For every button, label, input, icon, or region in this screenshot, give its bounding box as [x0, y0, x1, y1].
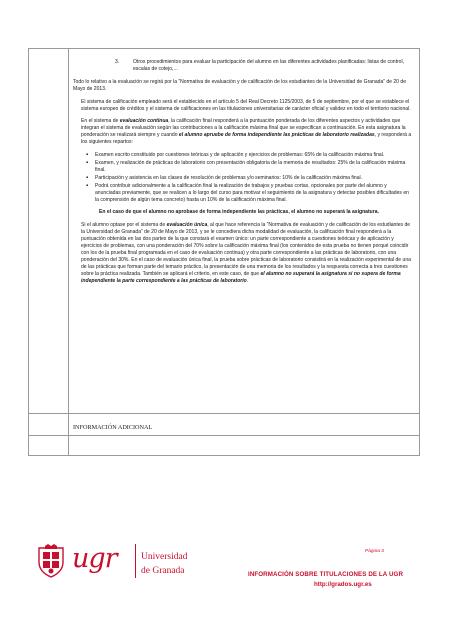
- page-footer: [28, 519, 420, 601]
- info-title: INFORMACIÓN SOBRE TITULACIONES DE LA UGR: [248, 571, 404, 578]
- table-left-column-divider: [68, 49, 69, 455]
- regulation-paragraph: Todo lo relativo a la evaluación se regirá por la “Normativa de evaluación y de calificación de los estudiantes de la Universidad de Granada” de 20 de Mayo de 2013.: [73, 78, 407, 92]
- list-item: ▪ Podrá contribuir adicionalmente a la calificación final la realización de trabajos y pruebas cortas, opcionales por parte del alumno y anunciadas previamente, que se realicen a lo largo del curso para motivar el seguimiento de la asignatura y detectar posibles dificultades en la comprensión de algún tema concreto) hasta un 10% de la calificación máxima final.: [95, 183, 413, 204]
- single-evaluation-paragraph: Si el alumno optase por el sistema de evaluación única, al que hace referencia la “Normativa de evaluación y de calificación de los estudiantes de la Universidad de Granada” de 20 de Mayo de 2013, y se le concediera dicha modalidad de evaluación, la calificación final responderá a la puntuación obtenida en las dos partes de la que constará el examen único: un parte correspondiente a cuestiones teóricas y de aplicación y ejercicios de problemas, con una ponderación del 70% sobre la calificación máxima final (los contenidos de esta prueba no tienen porqué coincidir con los de la prueba final programada en el caso de evaluación continua) y otra parte correspondiente a las prácticas de laboratorio, con una ponderación del 30%. En el caso de evaluación única final, la prueba sobre prácticas de laboratorio consistirá en la realización experimental de una de las prácticas que forman parte del temario práctico, la presentación de una memoria de los resultados y la respuesta correcta a tres cuestiones sobre la práctica realizada. También se aplicará el criterio, en este caso, de que el alumno no superará la asignatura si no supera de forma independiente la parte correspondiente a las prácticas de laboratorio.: [81, 222, 411, 284]
- grading-scale-paragraph: El sistema de calificación empleado será el establecido en el artículo 5 del Real Decreto 1125/2003, de 5 de septiembre, por el que se establece el sistema europeo de créditos y el sistema de calificaciones en las titulaciones universitarias de carácter oficial y validez en todo el territorio nacional.: [81, 98, 411, 112]
- content-table: [28, 48, 420, 456]
- list-item-text: Otros procedimientos para evaluar la participación del alumno en las diferentes actividades planificadas: listas de control, escalas de cotejo,…: [133, 59, 404, 72]
- list-item-3: [115, 59, 413, 73]
- continuous-evaluation-paragraph: En el sistema de evaluación continua, la calificación final responderá a la puntuación ponderada de los diferentes aspectos y actividades que integran el sistema de evaluación según las contribuciones a la calificación máxima final que se especifican a continuación. En esta asignatura la ponderación se realizará siempre y cuando el alumno apruebe de forma independiente las prácticas de laboratorio realizadas, y responderá a los siguientes repartos:: [81, 118, 412, 146]
- weighting-list: [73, 152, 413, 203]
- list-item: ▪ Examen escrito constituido por cuestiones teóricas y de aplicación y ejercicios de problemas: 65% de la calificación máxima final.: [95, 152, 413, 159]
- evaluation-section: [73, 59, 413, 290]
- ugr-logo-mark: ugr: [72, 543, 117, 574]
- list-item-number: 3.: [115, 59, 120, 65]
- grados-link[interactable]: http://grados.ugr.es: [314, 581, 372, 588]
- table-row-divider: [29, 435, 419, 436]
- list-item: ▪ Participación y asistencia en las clases de resolución de problemas y/o seminarios: 10% de la calificación máxima final.: [95, 175, 413, 182]
- page-number: Página 3: [365, 549, 384, 554]
- university-name-line1: Universidad: [141, 552, 188, 562]
- list-item: ▪ Examen, y realización de prácticas de laboratorio con presentación obligatoria de la memoria de resultados: 25% de la calificación máxima final.: [95, 160, 413, 174]
- additional-info-heading: INFORMACIÓN ADICIONAL: [73, 424, 153, 431]
- university-name-line2: de Granada: [141, 566, 185, 576]
- university-crest-icon: [36, 544, 66, 578]
- practicals-requirement-note: En el caso de que el alumno no aprobase de forma independiente las prácticas, el alumno no superará la asignatura.: [99, 209, 379, 216]
- table-row-divider: [29, 413, 419, 414]
- logo-divider: [135, 544, 136, 578]
